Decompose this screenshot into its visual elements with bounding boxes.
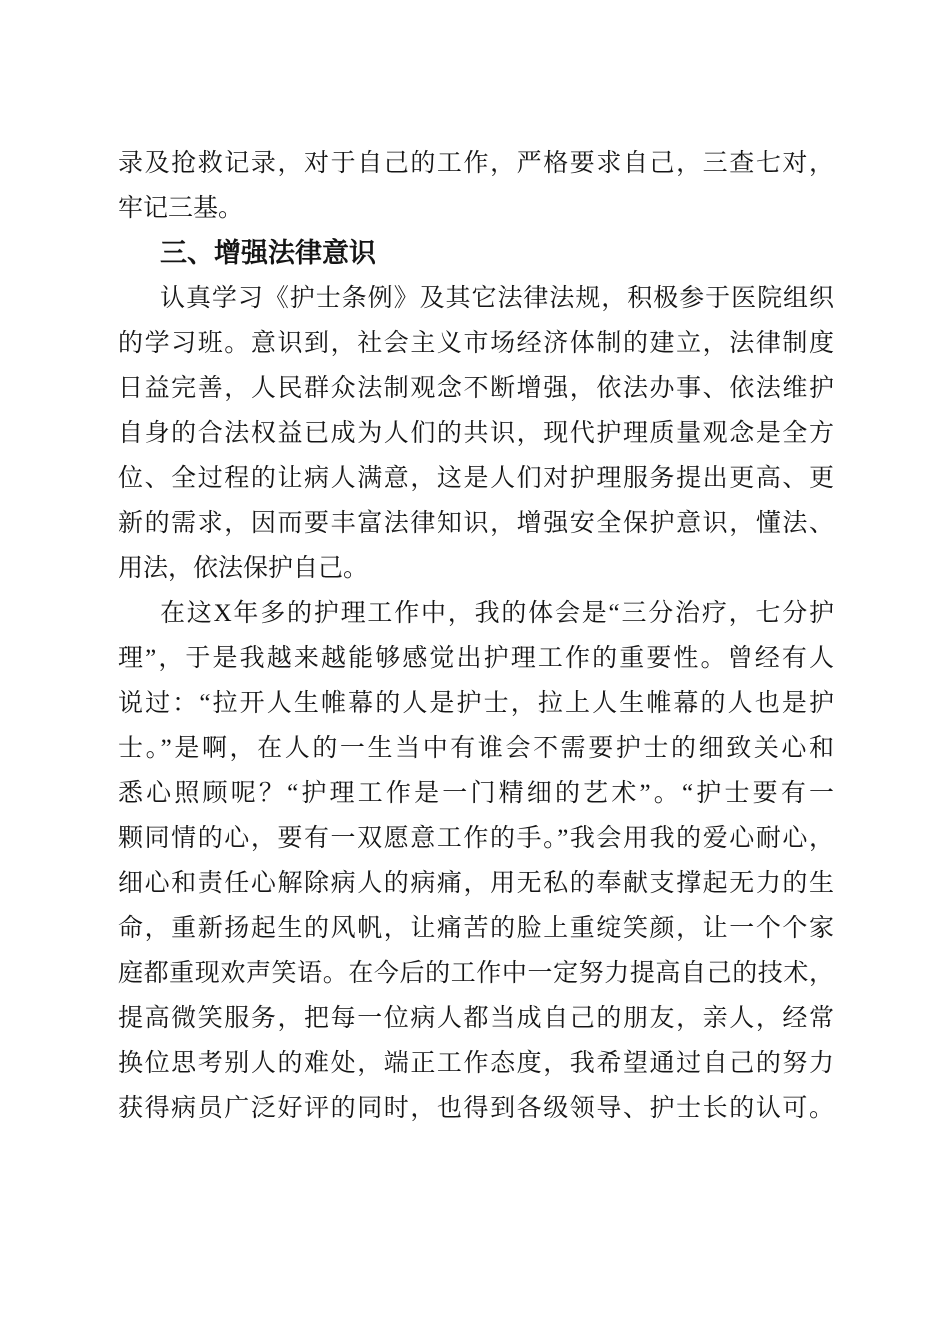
text-line: 换位思考别人的难处，端正工作态度，我希望通过自己的努力: [118, 1050, 834, 1077]
text-line: 认真学习《护士条例》及其它法律法规，积极参于医院组织: [160, 285, 834, 312]
text-line: 理”，于是我越来越能够感觉出护理工作的重要性。曾经有人: [118, 645, 834, 672]
text-line: 自身的合法权益已成为人们的共识，现代护理质量观念是全方: [118, 420, 834, 447]
text-line: 获得病员广泛好评的同时，也得到各级领导、护士长的认可。: [118, 1095, 834, 1122]
text-line: 命，重新扬起生的风帆，让痛苦的脸上重绽笑颜，让一个个家: [118, 915, 834, 942]
document-page: [118, 141, 834, 1131]
text-line: 颗同情的心，要有一双愿意工作的手。”我会用我的爱心耐心，: [118, 825, 834, 852]
text-line: 录及抢救记录，对于自己的工作，严格要求自己，三查七对，: [118, 150, 834, 177]
section-heading: [118, 231, 834, 276]
text-line: 用法，依法保护自己。: [118, 555, 369, 582]
text-line: 悉心照顾呢？“护理工作是一门精细的艺术”。“护士要有一: [118, 780, 834, 807]
text-line: 牢记三基。: [118, 195, 244, 222]
paragraph-continuation: [118, 141, 834, 231]
heading-text: 三、增强法律意识: [160, 238, 376, 268]
text-line: 士。”是啊，在人的一生当中有谁会不需要护士的细致关心和: [118, 735, 834, 762]
text-line: 新的需求，因而要丰富法律知识，增强安全保护意识，懂法、: [118, 510, 834, 537]
text-line: 提高微笑服务，把每一位病人都当成自己的朋友，亲人，经常: [118, 1005, 834, 1032]
paragraph-legal-awareness: [118, 276, 834, 591]
text-line: 日益完善，人民群众法制观念不断增强，依法办事、依法维护: [118, 375, 834, 402]
text-line: 的学习班。意识到，社会主义市场经济体制的建立，法律制度: [118, 330, 834, 357]
paragraph-nursing-reflection: [118, 591, 834, 1131]
text-line: 位、全过程的让病人满意，这是人们对护理服务提出更高、更: [118, 465, 834, 492]
text-line: 细心和责任心解除病人的病痛，用无私的奉献支撑起无力的生: [118, 870, 834, 897]
text-line: 在这X年多的护理工作中，我的体会是“三分治疗，七分护: [160, 600, 834, 627]
text-line: 庭都重现欢声笑语。在今后的工作中一定努力提高自己的技术，: [118, 960, 834, 987]
text-line: 说过：“拉开人生帷幕的人是护士，拉上人生帷幕的人也是护: [118, 690, 834, 717]
